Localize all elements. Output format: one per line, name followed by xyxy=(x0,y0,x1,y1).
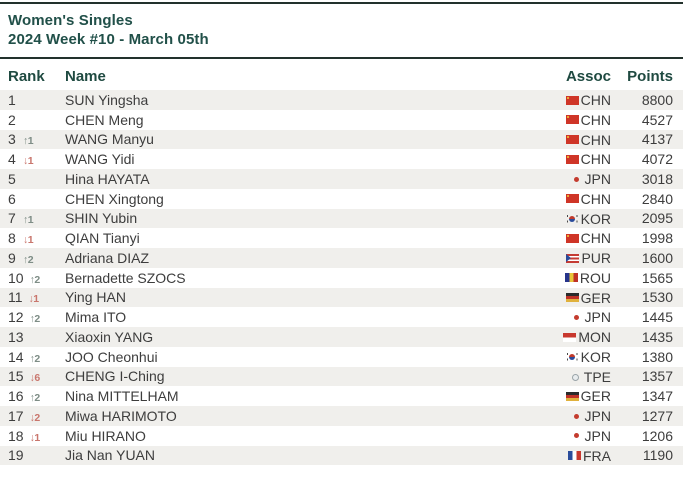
flag-chn-icon xyxy=(566,96,579,105)
rank-value: 13 xyxy=(8,328,24,345)
table-row xyxy=(0,130,683,150)
table-row xyxy=(0,426,683,446)
rank-value: 6 xyxy=(8,190,16,207)
table-row xyxy=(0,189,683,209)
table-row xyxy=(0,367,683,387)
assoc-cell xyxy=(565,270,611,286)
player-name: JOO Cheonhui xyxy=(65,348,158,365)
column-header-rank: Rank xyxy=(8,68,45,85)
rank-cell xyxy=(8,349,65,365)
flag-ger-icon xyxy=(566,392,579,401)
assoc-cell xyxy=(569,369,611,385)
player-name: Adriana DIAZ xyxy=(65,249,150,266)
player-name: SUN Yingsha xyxy=(65,91,149,108)
player-name: Miwa HARIMOTO xyxy=(65,407,177,424)
rank-value: 9 xyxy=(8,249,16,266)
flag-rou-icon xyxy=(565,273,578,282)
player-name: QIAN Tianyi xyxy=(65,230,140,247)
assoc-code: KOR xyxy=(580,348,611,365)
down-arrow-icon: ↓6 xyxy=(29,372,40,385)
table-row xyxy=(0,268,683,288)
points-value: 1277 xyxy=(641,407,673,424)
rank-value: 19 xyxy=(8,447,24,464)
assoc-code: CHN xyxy=(580,151,611,168)
rank-value: 15 xyxy=(8,368,24,385)
player-name: CHENG I-Ching xyxy=(65,368,165,385)
rank-cell xyxy=(8,131,65,147)
flag-chn-icon xyxy=(566,194,579,203)
assoc-code: KOR xyxy=(580,210,611,227)
points-value: 1347 xyxy=(641,388,673,405)
column-header-assoc: Assoc xyxy=(565,68,611,85)
column-header-name: Name xyxy=(65,68,106,85)
up-arrow-icon: ↑2 xyxy=(23,253,34,266)
rank-value: 5 xyxy=(8,170,16,187)
assoc-cell xyxy=(563,329,611,345)
flag-tpe-icon xyxy=(569,372,582,381)
assoc-cell xyxy=(566,250,611,266)
rank-cell xyxy=(8,92,65,108)
page-subtitle: 2024 Week #10 - March 05th xyxy=(8,31,209,48)
down-arrow-icon: ↓2 xyxy=(29,411,40,424)
points-value: 1445 xyxy=(641,309,673,326)
player-name: Miu HIRANO xyxy=(65,427,146,444)
table-row xyxy=(0,446,683,466)
table-row xyxy=(0,307,683,327)
assoc-code: GER xyxy=(580,289,611,306)
table-row xyxy=(0,327,683,347)
points-value: 2095 xyxy=(641,210,673,227)
down-arrow-icon: ↓1 xyxy=(23,155,34,168)
table-row xyxy=(0,110,683,130)
rank-cell xyxy=(8,309,65,325)
up-arrow-icon: ↑2 xyxy=(29,392,40,405)
assoc-code: GER xyxy=(580,388,611,405)
points-value: 1206 xyxy=(641,427,673,444)
table-row xyxy=(0,288,683,308)
table-row xyxy=(0,228,683,248)
assoc-cell xyxy=(566,92,611,108)
rank-cell xyxy=(8,428,65,444)
table-row xyxy=(0,90,683,110)
flag-pur-icon xyxy=(566,254,579,263)
assoc-cell xyxy=(566,388,611,404)
assoc-cell xyxy=(566,349,611,365)
up-arrow-icon: ↑2 xyxy=(29,352,40,365)
rank-value: 3 xyxy=(8,131,16,148)
assoc-cell xyxy=(570,408,611,424)
player-name: Bernadette SZOCS xyxy=(65,269,186,286)
points-value: 2840 xyxy=(641,190,673,207)
player-name: WANG Manyu xyxy=(65,131,154,148)
assoc-code: TPE xyxy=(583,368,611,385)
up-arrow-icon: ↑2 xyxy=(29,273,40,286)
points-value: 1435 xyxy=(641,328,673,345)
rank-cell xyxy=(8,388,65,404)
rank-cell xyxy=(8,368,65,384)
flag-kor-icon xyxy=(566,352,579,361)
table-row xyxy=(0,169,683,189)
player-name: WANG Yidi xyxy=(65,151,135,168)
assoc-code: JPN xyxy=(584,427,611,444)
rank-value: 7 xyxy=(8,210,16,227)
flag-chn-icon xyxy=(566,135,579,144)
assoc-code: JPN xyxy=(584,408,611,425)
rank-cell xyxy=(8,329,65,345)
player-name: SHIN Yubin xyxy=(65,210,138,227)
player-name: Ying HAN xyxy=(65,289,126,306)
rank-cell xyxy=(8,151,65,167)
points-value: 3018 xyxy=(641,170,673,187)
assoc-code: CHN xyxy=(580,131,611,148)
assoc-code: JPN xyxy=(584,171,611,188)
assoc-cell xyxy=(566,211,611,227)
points-value: 1998 xyxy=(641,230,673,247)
assoc-cell xyxy=(566,151,611,167)
assoc-code: CHN xyxy=(580,230,611,247)
table-body xyxy=(0,90,683,465)
player-name: Nina MITTELHAM xyxy=(65,388,179,405)
assoc-cell xyxy=(566,112,611,128)
rank-value: 1 xyxy=(8,91,16,108)
rank-cell xyxy=(8,112,65,128)
assoc-cell xyxy=(566,132,611,148)
assoc-code: MON xyxy=(578,329,611,346)
rank-cell xyxy=(8,171,65,187)
rank-cell xyxy=(8,210,65,226)
rank-value: 2 xyxy=(8,111,16,128)
flag-jpn-icon xyxy=(570,313,583,322)
player-name: Jia Nan YUAN xyxy=(65,447,156,464)
points-value: 1357 xyxy=(641,368,673,385)
rank-value: 12 xyxy=(8,309,24,326)
rank-value: 8 xyxy=(8,230,16,247)
assoc-cell xyxy=(570,171,611,187)
rank-value: 14 xyxy=(8,348,24,365)
points-value: 1530 xyxy=(641,289,673,306)
points-value: 1380 xyxy=(641,348,673,365)
rank-cell xyxy=(8,289,65,305)
rank-cell xyxy=(8,191,65,207)
assoc-code: JPN xyxy=(584,309,611,326)
player-name: CHEN Xingtong xyxy=(65,190,164,207)
rank-cell xyxy=(8,270,65,286)
assoc-cell xyxy=(566,191,611,207)
assoc-code: ROU xyxy=(579,269,611,286)
flag-chn-icon xyxy=(566,234,579,243)
up-arrow-icon: ↑1 xyxy=(23,135,34,148)
top-divider xyxy=(0,2,683,4)
points-value: 4527 xyxy=(641,111,673,128)
flag-kor-icon xyxy=(566,214,579,223)
points-value: 4137 xyxy=(641,131,673,148)
page-title: Women's Singles xyxy=(8,12,133,29)
flag-chn-icon xyxy=(566,155,579,164)
flag-fra-icon xyxy=(568,451,581,460)
player-name: Xiaoxin YANG xyxy=(65,328,154,345)
rank-value: 18 xyxy=(8,427,24,444)
table-row xyxy=(0,386,683,406)
rank-value: 16 xyxy=(8,388,24,405)
rank-cell xyxy=(8,250,65,266)
points-value: 8800 xyxy=(641,91,673,108)
assoc-cell xyxy=(570,309,611,325)
table-row xyxy=(0,149,683,169)
assoc-cell xyxy=(570,428,611,444)
assoc-cell xyxy=(568,448,611,464)
flag-jpn-icon xyxy=(570,175,583,184)
player-name: Hina HAYATA xyxy=(65,170,150,187)
points-value: 1190 xyxy=(642,447,673,464)
page-header xyxy=(8,11,675,49)
rank-value: 10 xyxy=(8,269,24,286)
assoc-cell xyxy=(566,230,611,246)
flag-jpn-icon xyxy=(570,412,583,421)
down-arrow-icon: ↓1 xyxy=(28,293,39,306)
flag-chn-icon xyxy=(566,115,579,124)
column-header-points: Points xyxy=(627,68,673,85)
assoc-code: CHN xyxy=(580,190,611,207)
table-row xyxy=(0,406,683,426)
flag-mon-icon xyxy=(563,333,576,342)
down-arrow-icon: ↓1 xyxy=(29,431,40,444)
rank-value: 17 xyxy=(8,407,24,424)
rank-value: 11 xyxy=(8,289,23,306)
table-header-row xyxy=(0,59,683,90)
up-arrow-icon: ↑1 xyxy=(23,214,34,227)
assoc-cell xyxy=(566,290,611,306)
player-name: Mima ITO xyxy=(65,309,127,326)
up-arrow-icon: ↑2 xyxy=(29,313,40,326)
assoc-code: PUR xyxy=(581,250,611,267)
points-value: 1600 xyxy=(641,249,673,266)
table-row xyxy=(0,209,683,229)
rank-cell xyxy=(8,230,65,246)
table-row xyxy=(0,347,683,367)
points-value: 4072 xyxy=(641,151,673,168)
assoc-code: CHN xyxy=(580,92,611,109)
table-row xyxy=(0,248,683,268)
rank-cell xyxy=(8,447,65,463)
rank-value: 4 xyxy=(8,151,16,168)
assoc-code: FRA xyxy=(583,447,611,464)
points-value: 1565 xyxy=(641,269,673,286)
down-arrow-icon: ↓1 xyxy=(23,234,34,247)
flag-ger-icon xyxy=(566,293,579,302)
rank-cell xyxy=(8,408,65,424)
player-name: CHEN Meng xyxy=(65,111,144,128)
flag-jpn-icon xyxy=(570,431,583,440)
assoc-code: CHN xyxy=(580,111,611,128)
